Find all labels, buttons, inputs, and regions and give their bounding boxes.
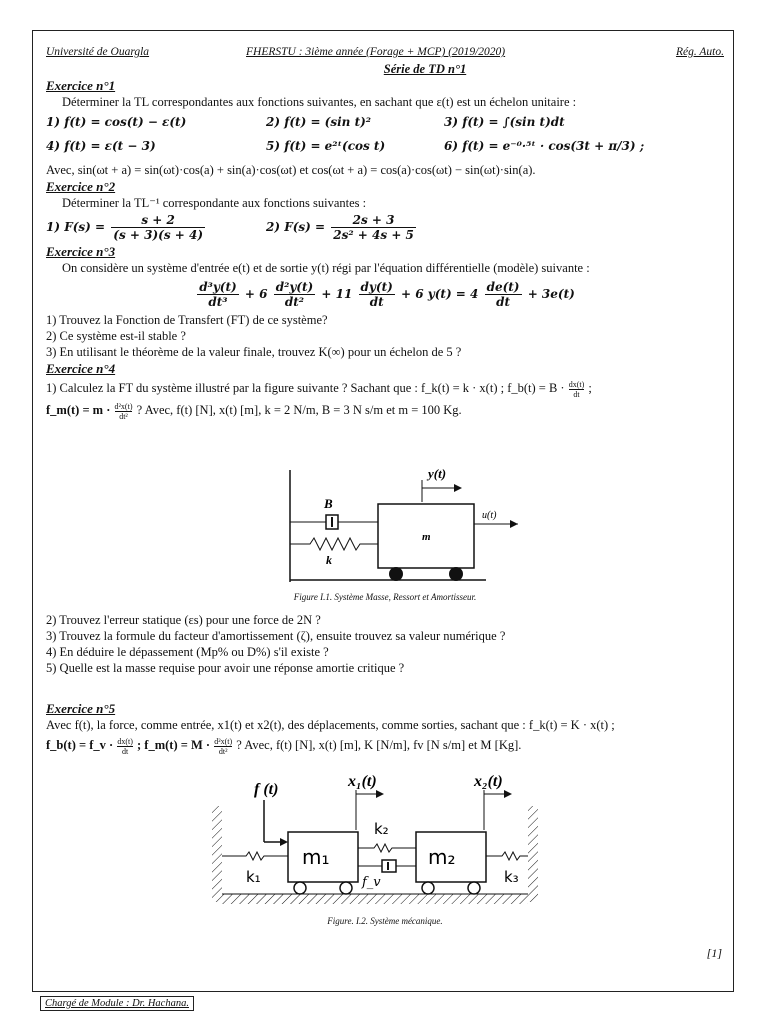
exercise-1-intro: Déterminer la TL correspondantes aux fonctions suivantes, en sachant que ε(t) est un échelon unitaire :: [62, 95, 577, 109]
ex2-f2-fraction: [331, 213, 416, 242]
ex4-line2-frac-den: dt²: [119, 411, 128, 421]
eq-t1-den: dt³: [208, 295, 228, 309]
ex1-item-2: 2) f(t) = (sin t)²: [266, 115, 372, 129]
exercise-3-question-3: 3) En utilisant le théorème de la valeur finale, trouvez K(∞) pour un échelon de 5 ?: [46, 345, 462, 359]
fig1-spring: [290, 538, 378, 550]
fig2-left-wall: [212, 806, 222, 902]
fig2-label-k1: k₁: [246, 868, 261, 886]
exercise-1-row-1: [46, 110, 724, 134]
fig1-wheel-right: [449, 567, 463, 581]
fig2-x2-arrowhead: [504, 790, 512, 798]
eq-t3-pre: + 11: [321, 287, 353, 301]
ex1-item-1: 1) f(t) = cos(t) − ε(t): [46, 115, 187, 129]
fig1-label-k: k: [326, 553, 332, 567]
ex4-line1-text: 1) Calculez la FT du système illustré par la figure suivante ? Sachant que : f_k(t) = k · x(t) ; f_b(t) = B ·: [46, 381, 565, 395]
fig2-label-fv: f_v: [362, 875, 381, 890]
fig1-label-y: y(t): [428, 466, 447, 481]
fig2-label-k3: k₃: [504, 868, 519, 886]
exercise-3-title: Exercice n°3: [46, 244, 116, 259]
exercise-2-title: Exercice n°2: [46, 179, 116, 194]
series-title: Série de TD n°1: [383, 62, 467, 76]
ex2-f2-denominator: 2s² + 4s + 5: [333, 227, 414, 242]
figure-mass-spring-damper: [286, 462, 526, 590]
fig1-label-u: u(t): [482, 510, 497, 521]
fig2-label-k2: k₂: [374, 820, 389, 838]
worksheet-page: [46, 46, 724, 421]
eq-t5-num: de(t): [486, 280, 520, 294]
figure-2-caption: Figure. I.2. Système mécanique.: [327, 916, 443, 926]
eq-t5-den: dt: [496, 295, 510, 309]
exercise-1-row-2: [46, 134, 724, 158]
exercise-3-question-1: 1) Trouvez la Fonction de Transfert (FT) de ce système?: [46, 313, 328, 327]
ex2-f2-numerator: 2s + 3: [331, 213, 416, 228]
exercise-4-question-5: 5) Quelle est la masse requise pour avoir une réponse amortie critique ?: [46, 661, 405, 675]
exercise-4-questions: [46, 612, 724, 676]
ex4-line2-post: ? Avec, f(t) [N], x(t) [m], k = 2 N/m, B = 3 N s/m et m = 100 Kg.: [136, 403, 462, 417]
header-subject: Rég. Auto.: [675, 46, 724, 58]
figure-two-mass-system: [212, 770, 538, 910]
eq-t1-num: d³y(t): [199, 280, 237, 294]
exercise-4-title: Exercice n°4: [46, 361, 116, 376]
eq-t2-pre: + 6: [244, 287, 268, 301]
footer-instructor: Chargé de Module : Dr. Hachana.: [40, 996, 194, 1011]
exercise-5-line-1: Avec f(t), la force, comme entrée, x1(t) et x2(t), des déplacements, comme sorties, sachant que : f_k(t) = K · x(t) ;: [46, 718, 615, 732]
ex5-line2-frac2-den: dt²: [218, 746, 228, 756]
exercise-3-question-2: 2) Ce système est-il stable ?: [46, 329, 186, 343]
exercise-2-intro: Déterminer la TL⁻¹ correspondante aux fonctions suivantes :: [62, 196, 367, 210]
fig2-m1-wheel-left: [294, 882, 306, 894]
fig2-right-wall: [528, 806, 538, 902]
fig1-label-B: B: [324, 496, 333, 511]
fig2-label-f: f (t): [254, 781, 279, 798]
ex2-f1-fraction: [111, 213, 205, 242]
ex4-line2-frac-num: d²x(t): [114, 401, 133, 411]
fig2-m1-wheel-right: [340, 882, 352, 894]
ex1-item-4: 4) f(t) = ε(t − 3): [46, 139, 156, 153]
fig2-ground: [222, 894, 528, 904]
ex2-f1-label: 1) F(s) =: [46, 219, 106, 234]
exercise-4-question-3: 3) Trouvez la formule du facteur d'amortissement (ζ), ensuite trouvez sa valeur numérique ?: [46, 629, 506, 643]
fig2-label-x2: x₂(t): [474, 773, 503, 790]
header-university: Université de Ouargla: [46, 46, 150, 58]
fig2-label-x1: x₁(t): [348, 773, 377, 790]
ex5-line2-post: ? Avec, f(t) [N], x(t) [m], K [N/m], fv [N s/m] et M [Kg].: [236, 738, 522, 752]
ex5-line2-frac1-den: dt: [121, 746, 129, 756]
eq-t3-num: dy(t): [360, 280, 393, 294]
eq-t3-den: dt: [369, 295, 384, 309]
ex2-f1-numerator: s + 2: [111, 213, 205, 228]
ex4-line1-end: ;: [588, 381, 592, 395]
fig2-spring-k3: [486, 852, 528, 860]
fig2-x1-arrowhead: [376, 790, 384, 798]
exercise-4-line-1: [46, 377, 724, 399]
ex4-line1-frac-num: dx(t): [568, 379, 585, 389]
ex5-line2-frac1-num: dx(t): [117, 736, 133, 746]
exercise-4-question-4: 4) En déduire le dépassement (Mp% ou D%) s'il existe ?: [46, 645, 329, 659]
eq-t4: + 6 y(t) = 4: [400, 287, 479, 301]
ex1-item-3: 3) f(t) = ∫(sin t)dt: [444, 115, 565, 129]
page-number: [1]: [706, 946, 722, 960]
fig1-label-m: m: [422, 531, 431, 543]
fig2-label-m1: m₁: [302, 845, 330, 869]
fig2-spring-k2: [358, 844, 416, 852]
ex5-line2-pre: f_b(t) = f_v ·: [46, 738, 114, 752]
ex5-line2-frac2-num: d²x(t): [214, 736, 233, 746]
figure-1-caption: Figure I.1. Système Masse, Ressort et Amortisseur.: [293, 592, 477, 602]
exercise-5-title: Exercice n°5: [46, 701, 116, 716]
eq-t6: + 3e(t): [527, 287, 575, 301]
exercise-3-intro: On considère un système d'entrée e(t) et de sortie y(t) régi par l'équation différentielle (modèle) suivante :: [62, 261, 590, 275]
fig2-m2-wheel-right: [468, 882, 480, 894]
ex1-item-5: 5) f(t) = e²ᵗ(cos t): [266, 139, 386, 153]
exercise-1-identity: Avec, sin(ωt + a) = sin(ωt)·cos(a) + sin(a)·cos(ωt) et cos(ωt + a) = cos(a)·cos(ωt) − sin(ωt)·sin(a).: [46, 163, 536, 177]
page-header: [46, 46, 724, 62]
ex2-f2-label: 2) F(s) =: [266, 219, 326, 234]
exercise-5: [46, 700, 724, 757]
fig2-force-arrowhead: [280, 838, 288, 846]
fig1-wheel-left: [389, 567, 403, 581]
eq-t2-num: d²y(t): [275, 280, 314, 294]
fig1-force-arrowhead: [510, 520, 518, 528]
ex4-line1-frac-den: dt: [573, 389, 580, 399]
eq-t2-den: dt²: [284, 295, 305, 309]
fig2-m2-wheel-left: [422, 882, 434, 894]
exercise-1-title: Exercice n°1: [46, 78, 116, 93]
exercise-2-functions: [46, 211, 724, 243]
exercise-3-differential-equation: [46, 276, 724, 312]
ex5-line2-mid: ; f_m(t) = M ·: [137, 738, 211, 752]
ex2-function-2: [266, 213, 418, 242]
header-course: FHERSTU : 3ième année (Forage + MCP) (2019/2020): [246, 46, 506, 58]
fig1-disp-arrowhead: [454, 484, 462, 492]
ex2-f1-denominator: (s + 3)(s + 4): [113, 227, 204, 242]
exercise-5-line-2: [46, 733, 724, 757]
exercise-4-question-2: 2) Trouvez l'erreur statique (εs) pour une force de 2N ?: [46, 613, 321, 627]
ex1-item-6: 6) f(t) = e⁻⁰·⁵ᵗ · cos(3t + π/3) ;: [444, 139, 645, 153]
fig2-spring-k1: [222, 852, 288, 860]
fig2-label-m2: m₂: [428, 845, 456, 869]
ex2-function-1: [46, 213, 266, 242]
ex4-line2-pre: f_m(t) = m ·: [46, 403, 111, 417]
exercise-4-line-2: [46, 399, 724, 421]
